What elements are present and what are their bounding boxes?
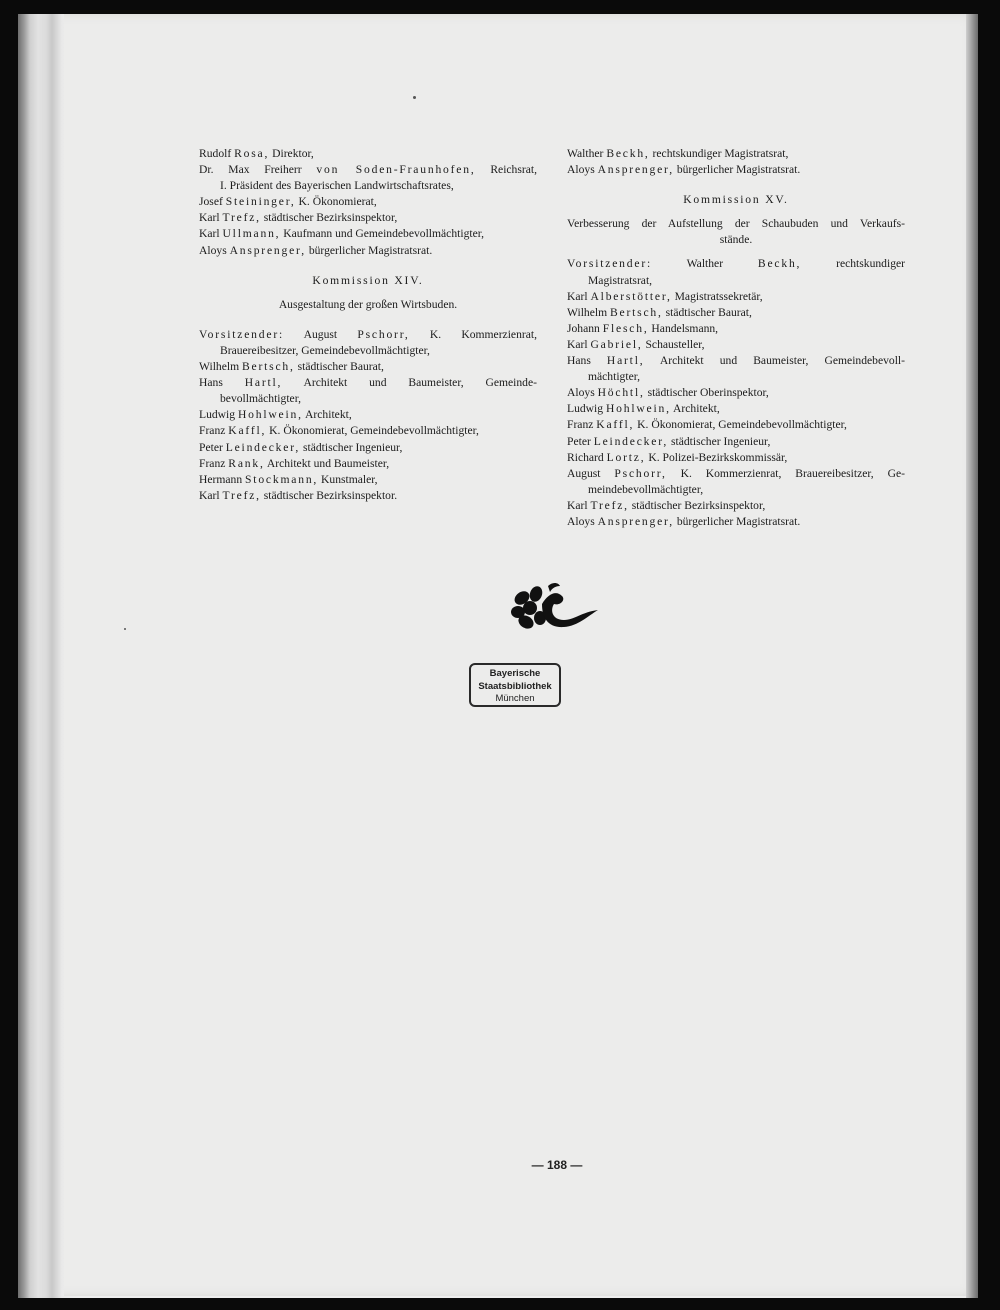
text-run: rechtskundiger [801,257,905,271]
text-run: bevollmächtigter, [220,392,301,406]
commission-subheading-xv-line2: stände. [719,233,753,247]
text-line [199,243,537,259]
text-line [199,178,537,194]
text-run: Schausteller, [642,337,705,351]
spaced-name: Rank, [228,456,265,470]
text-run: Kunstmaler, [318,472,378,486]
text-run: bürgerlicher Magistratsrat. [305,243,433,257]
text-line [567,337,905,353]
text-run: I. Präsident des Bayerischen Landwirtschaftsrates, [220,179,454,193]
commission-subheading-xiv: Ausgestaltung der großen Wirtsbuden. [278,297,458,311]
left-bottom-list [199,327,537,504]
text-run: städtischer Oberinspektor, [644,386,769,400]
text-line [199,194,537,210]
commission-subheading-xv-line1: Verbesserung der Aufstellung der Schaubuden und Verkaufs- [567,217,905,231]
text-line [567,482,905,498]
floral-ornament-icon [508,580,600,636]
text-line [567,369,905,385]
text-run: Franz [199,424,229,438]
text-run: Peter [567,434,594,448]
text-run: K. Kommerzienrat, Brauereibesitzer, Ge- [666,466,905,480]
text-run: Franz [199,456,229,470]
text-run: Aloys [567,386,598,400]
scan-speck [124,628,126,630]
text-run: städtischer Bezirksinspektor, [628,498,766,512]
text-line [199,440,537,456]
text-run: Peter [199,440,226,454]
text-run: mächtigter, [588,370,641,384]
text-run: August [567,466,615,480]
spaced-name: Trefz, [590,498,629,512]
left-column [199,146,537,504]
text-run: Aloys [199,243,230,257]
spaced-name: Pschorr, [614,466,667,480]
text-run: Richard [567,450,607,464]
text-run: Kaufmann und Gemeindebevollmächtigter, [280,227,485,241]
spaced-name: Kaffl, [596,418,635,432]
spaced-name: Gabriel, [590,337,643,351]
spaced-name: Pschorr, [357,327,410,341]
page-number: — 188 — [531,1158,583,1172]
left-top-list [199,146,537,259]
spaced-name: Trefz, [222,488,261,502]
text-run: K. Polizei-Bezirkskommissär, [645,450,788,464]
text-line [199,472,537,488]
text-run: Architekt und Baumeister, Gemeindebevoll- [644,354,905,368]
text-run: rechtskundiger Magistratsrat, [649,147,789,160]
text-run: Aloys [567,514,598,528]
stamp-line-3: München [495,693,535,704]
text-run: Karl [199,211,223,225]
spaced-name: Stockmann, [245,472,319,486]
spaced-name: Vorsitzender: [199,327,285,341]
commission-heading-xiv: Kommission XIV. [312,273,424,287]
text-line [567,434,905,450]
text-line [567,514,905,530]
text-run: Hans [567,354,607,368]
text-line [567,417,905,433]
text-run: Architekt, [670,402,720,416]
text-run: städtischer Bezirksinspektor, [260,211,398,225]
text-run: Hermann [199,472,246,486]
library-stamp [469,663,561,707]
text-run: Magistratsrat, [588,273,653,287]
scan-border [978,0,1000,1310]
spaced-name: von Soden-Fraunhofen, [316,163,476,177]
text-run: Johann [567,321,603,335]
text-run: Walther [567,147,607,160]
text-run: Aloys [567,163,598,177]
scan-speck [413,96,416,99]
text-line [567,385,905,401]
text-run: Karl [567,289,591,303]
spaced-name: Steininger, [225,195,296,209]
spaced-name: Alberstötter, [590,289,672,303]
text-line [567,289,905,305]
text-run: Karl [199,488,223,502]
text-run: Magistratssekretär, [671,289,763,303]
text-run: K. Kommerzienrat, [409,327,537,341]
right-bottom-list [567,256,905,530]
text-run: K. Ökonomierat, Gemeindebevollmächtigter, [266,424,479,438]
text-run: Josef [199,195,226,209]
spaced-name: Ullmann, [222,227,281,241]
spaced-name: Ansprenger, [597,514,674,528]
spaced-name: Hohlwein, [237,408,303,422]
text-line [199,423,537,439]
text-line [199,327,537,343]
text-run: Rudolf [199,147,235,160]
text-line [199,162,537,178]
spaced-name: Vorsitzender: [567,257,653,271]
text-run: Architekt, [302,408,352,422]
text-run: städtischer Ingenieur, [300,440,403,454]
spaced-name: Flesch, [602,321,649,335]
text-line [199,391,537,407]
text-run: Wilhelm [567,305,611,319]
spaced-name: Bertsch, [242,360,295,374]
right-column [567,146,905,530]
text-line [567,450,905,466]
spaced-name: Leindecker, [225,440,301,454]
text-run: Karl [567,498,591,512]
text-run: städtischer Ingenieur, [668,434,771,448]
spaced-name: Kaffl, [228,424,267,438]
text-run: Reichsrat, [475,163,537,177]
text-run: städtischer Baurat, [662,305,752,319]
text-run: Karl [199,227,223,241]
text-line [567,401,905,417]
text-line [199,210,537,226]
text-line [567,321,905,337]
spaced-name: Ansprenger, [597,163,674,177]
spaced-name: Hartl, [244,376,283,390]
text-run: Franz [567,418,597,432]
text-run: Ludwig [199,408,238,422]
text-run: Hans [199,376,245,390]
text-line [567,466,905,482]
text-line [199,359,537,375]
spaced-name: Lortz, [606,450,646,464]
spaced-name: Bertsch, [610,305,663,319]
text-run: Dr. Max Freiherr [199,163,317,177]
text-run: August [284,327,358,341]
stamp-line-1: Bayerische [489,668,541,679]
spaced-name: Rosa, [234,147,270,160]
text-run: Brauereibesitzer, Gemeindebevollmächtigter, [220,343,430,357]
text-line [567,162,905,178]
spaced-name: Hartl, [606,354,645,368]
text-run: Ludwig [567,402,606,416]
spaced-name: Beckh, [606,147,650,160]
text-run: Direktor, [269,147,314,160]
text-run: Architekt und Baumeister, Gemeinde- [282,376,537,390]
stamp-line-2: Staatsbibliothek [478,680,552,692]
text-line [567,273,905,289]
text-run: meindebevollmächtigter, [588,482,704,496]
text-run: städtischer Bezirksinspektor. [260,488,398,502]
text-line [567,256,905,272]
spaced-name: Hohlwein, [605,402,671,416]
text-run: Walther [652,257,758,271]
text-line [567,146,905,162]
spaced-name: Beckh, [757,257,802,271]
spaced-name: Ansprenger, [229,243,306,257]
text-run: städtischer Baurat, [294,360,384,374]
text-run: K. Ökonomierat, Gemeindebevollmächtigter, [634,418,847,432]
text-line [199,375,537,391]
commission-heading-xv: Kommission XV. [683,193,789,207]
text-line [199,488,537,504]
text-line [199,343,537,359]
text-line [199,456,537,472]
spaced-name: Höchtl, [597,386,645,400]
text-line [567,353,905,369]
text-run: Wilhelm [199,360,243,374]
spaced-name: Leindecker, [593,434,669,448]
text-run: bürgerlicher Magistratsrat. [673,514,801,528]
text-run: Handelsmann, [648,321,719,335]
text-run: Architekt und Baumeister, [264,456,390,470]
text-line [199,146,537,162]
text-line [199,226,537,242]
right-top-list [567,146,905,178]
text-line [567,498,905,514]
text-line [199,407,537,423]
text-run: K. Ökonomierat, [295,195,377,209]
text-line [567,305,905,321]
text-run: Karl [567,337,591,351]
spaced-name: Trefz, [222,211,261,225]
text-run: bürgerlicher Magistratsrat. [673,163,801,177]
